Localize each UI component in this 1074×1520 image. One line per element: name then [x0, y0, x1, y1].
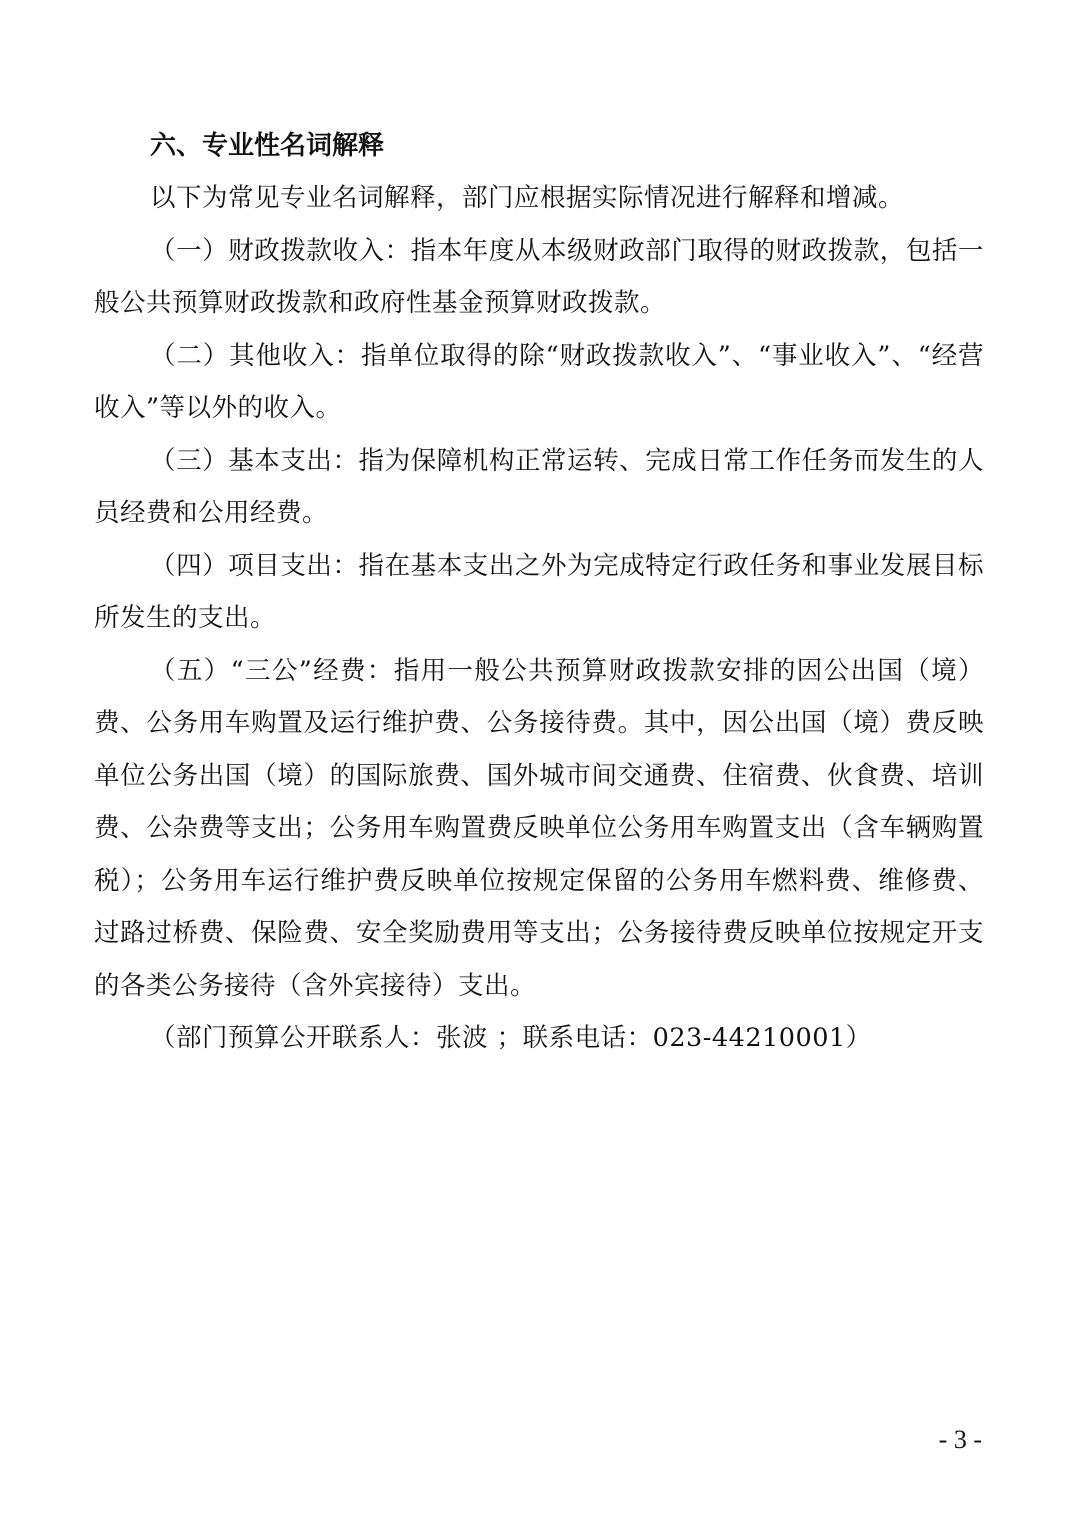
definition-basic-expenditure: （三）基本支出：指为保障机构正常运转、完成日常工作任务而发生的人员经费和公用经费。 [94, 445, 984, 528]
definition-project-expenditure: （四）项目支出：指在基本支出之外为完成特定行政任务和事业发展目标所发生的支出。 [94, 550, 984, 633]
page-number: - 3 - [938, 1425, 982, 1454]
contact-line: （部门预算公开联系人：张波 ；联系电话：023-44210001） [150, 1023, 872, 1053]
intro-paragraph: 以下为常见专业名词解释，部门应根据实际情况进行解释和增减。 [150, 183, 905, 213]
section-heading: 六、专业性名词解释 [150, 131, 385, 161]
definition-other-income: （二）其他收入：指单位取得的除“财政拨款收入”、“事业收入”、“经营收入”等以外的收入。 [94, 340, 984, 423]
document-body [94, 120, 984, 1065]
definition-fiscal-appropriation-income: （一）财政拨款收入：指本年度从本级财政部门取得的财政拨款，包括一般公共预算财政拨款和政府性基金预算财政拨款。 [94, 235, 984, 318]
definition-three-public-expenses: （五）“三公”经费：指用一般公共预算财政拨款安排的因公出国（境）费、公务用车购置及运行维护费、公务接待费。其中，因公出国（境）费反映单位公务出国（境）的国际旅费、国外城市间交通费、住宿费、伙食费、培训费、公杂费等支出；公务用车购置费反映单位公务用车购置支出（含车辆购置税）；公务用车运行维护费反映单位按规定保留的公务用车燃料费、维修费、过路过桥费、保险费、安全奖励费用等支出；公务接待费反映单位按规定开支的各类公务接待（含外宾接待）支出。 [94, 655, 984, 1001]
